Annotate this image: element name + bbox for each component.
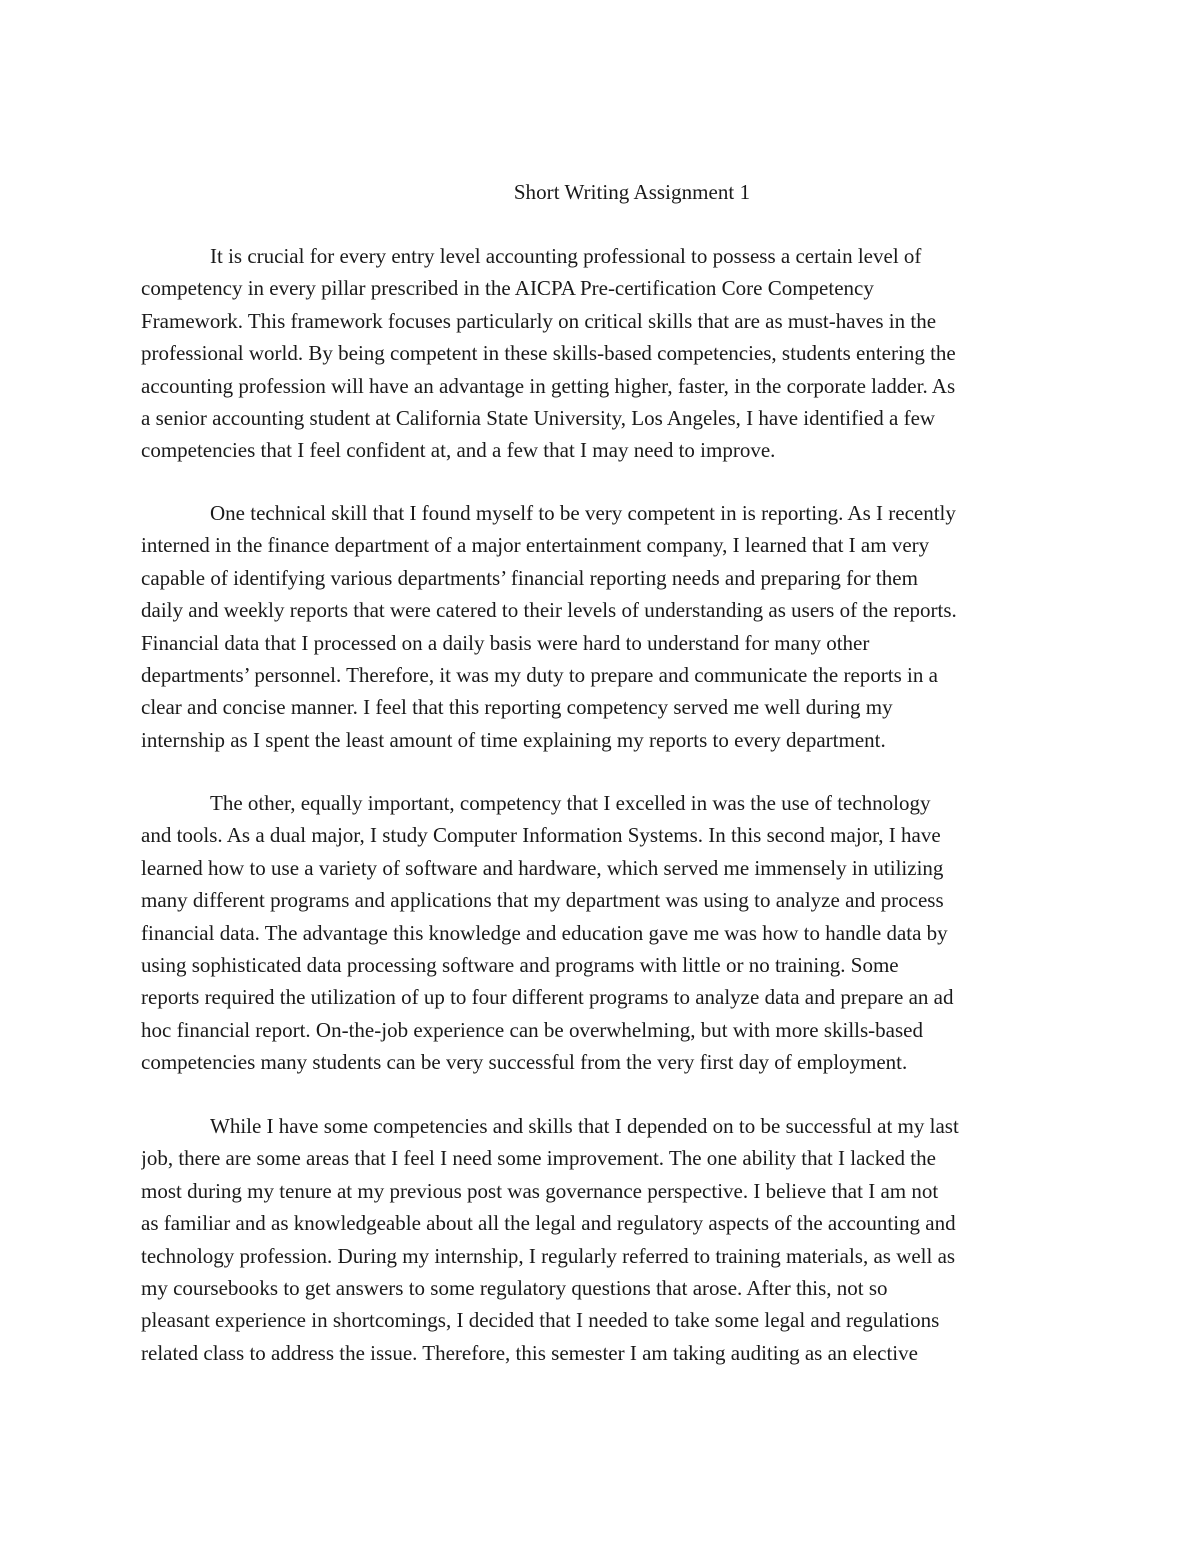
paragraph-line: using sophisticated data processing software and programs with little or no training. Some: [141, 952, 899, 977]
paragraph-line: job, there are some areas that I feel I need some improvement. The one ability that I lacked the: [141, 1146, 936, 1171]
paragraph-line: capable of identifying various departments’ financial reporting needs and preparing for them: [141, 565, 918, 590]
paragraph-line: Framework. This framework focuses particularly on critical skills that are as must-haves in the: [141, 308, 937, 333]
paragraph-4: [141, 1110, 1066, 1369]
paragraph-line: many different programs and applications that my department was using to analyze and process: [141, 888, 944, 913]
paragraph-line: hoc financial report. On-the-job experience can be overwhelming, but with more skills-based: [141, 1017, 923, 1042]
paragraph-line: learned how to use a variety of software and hardware, which served me immensely in utilizing: [141, 855, 944, 880]
paragraph-1: [141, 240, 1066, 467]
document-title: Short Writing Assignment 1: [513, 180, 751, 204]
paragraph-line: interned in the finance department of a major entertainment company, I learned that I am very: [141, 533, 930, 558]
paragraph-line: related class to address the issue. Therefore, this semester I am taking auditing as an elective: [141, 1340, 918, 1365]
paragraph-line: One technical skill that I found myself to be very competent in is reporting. As I recently: [210, 501, 956, 525]
paragraph-2: [141, 497, 1066, 756]
paragraph-line: competency in every pillar prescribed in the AICPA Pre-certification Core Competency: [141, 276, 874, 301]
paragraph-line: daily and weekly reports that were catered to their levels of understanding as users of the reports.: [141, 598, 957, 623]
paragraph-line: It is crucial for every entry level accounting professional to possess a certain level of: [210, 244, 922, 268]
paragraph-line: pleasant experience in shortcomings, I decided that I needed to take some legal and regulations: [141, 1308, 940, 1333]
paragraph-line: as familiar and as knowledgeable about all the legal and regulatory aspects of the accounting and: [141, 1211, 956, 1236]
paragraph-line: internship as I spent the least amount of time explaining my reports to every department.: [141, 727, 886, 752]
paragraph-line: competencies that I feel confident at, and a few that I may need to improve.: [141, 438, 776, 463]
paragraph-line: my coursebooks to get answers to some regulatory questions that arose. After this, not so: [141, 1275, 888, 1300]
paragraph-line: a senior accounting student at California State University, Los Angeles, I have identified a few: [141, 405, 936, 430]
paragraph-line: financial data. The advantage this knowledge and education gave me was how to handle data by: [141, 920, 948, 945]
paragraph-line: reports required the utilization of up to four different programs to analyze data and prepare an ad: [141, 985, 954, 1010]
paragraph-line: most during my tenure at my previous post was governance perspective. I believe that I am not: [141, 1178, 939, 1203]
paragraph-line: competencies many students can be very successful from the very first day of employment.: [141, 1050, 908, 1075]
paragraph-line: The other, equally important, competency that I excelled in was the use of technology: [210, 791, 931, 815]
paragraph-3: [141, 787, 1066, 1079]
paragraph-line: Financial data that I processed on a daily basis were hard to understand for many other: [141, 630, 870, 655]
paragraph-line: and tools. As a dual major, I study Computer Information Systems. In this second major, I have: [141, 823, 941, 848]
paragraph-line: clear and concise manner. I feel that this reporting competency served me well during my: [141, 695, 893, 720]
paragraph-line: departments’ personnel. Therefore, it was my duty to prepare and communicate the reports in a: [141, 662, 938, 687]
paragraph-line: While I have some competencies and skills that I depended on to be successful at my last: [210, 1114, 959, 1138]
paragraph-line: professional world. By being competent in these skills-based competencies, students entering the: [141, 341, 956, 366]
paragraph-line: technology profession. During my internship, I regularly referred to training materials, as well as: [141, 1243, 956, 1268]
paragraph-line: accounting profession will have an advantage in getting higher, faster, in the corporate ladder. As: [141, 373, 956, 398]
